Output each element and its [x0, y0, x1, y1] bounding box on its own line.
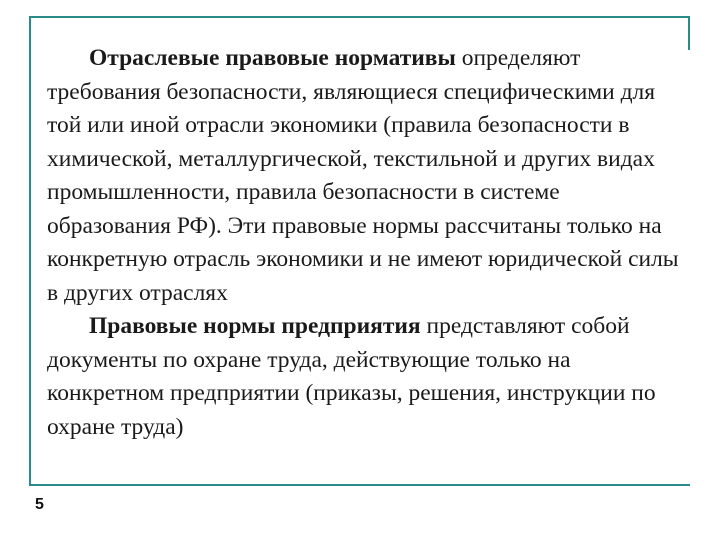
paragraph-industry-norms: [47, 42, 687, 310]
frame-top-line: [29, 16, 690, 18]
frame-bottom-line: [29, 484, 690, 486]
slide-content: [47, 42, 687, 444]
page-number: 5: [35, 496, 44, 513]
frame-left-line: [29, 16, 31, 485]
paragraph-enterprise-norms: [47, 310, 687, 444]
paragraph-enterprise-norms-text: представляют собой документы по охране труда, действующие только на конкретном предприятии (приказы, решения, инструкции по охране труда): [47, 313, 656, 440]
paragraph-enterprise-norms-heading: Правовые нормы предприятия: [89, 313, 421, 339]
paragraph-industry-norms-text: определяют требования безопасности, являющиеся специфическими для той или иной отрасли экономики (правила безопасности в химической, металлургической, текстильной и других видах промышленности, правила безопасности в системе образования РФ). Эти правовые нормы рассчитаны только на конкретную отрасль экономики и не имеют юридической силы в других отраслях: [47, 45, 679, 306]
paragraph-industry-norms-heading: Отраслевые правовые нормативы: [89, 45, 456, 71]
frame-right-line: [688, 16, 690, 50]
